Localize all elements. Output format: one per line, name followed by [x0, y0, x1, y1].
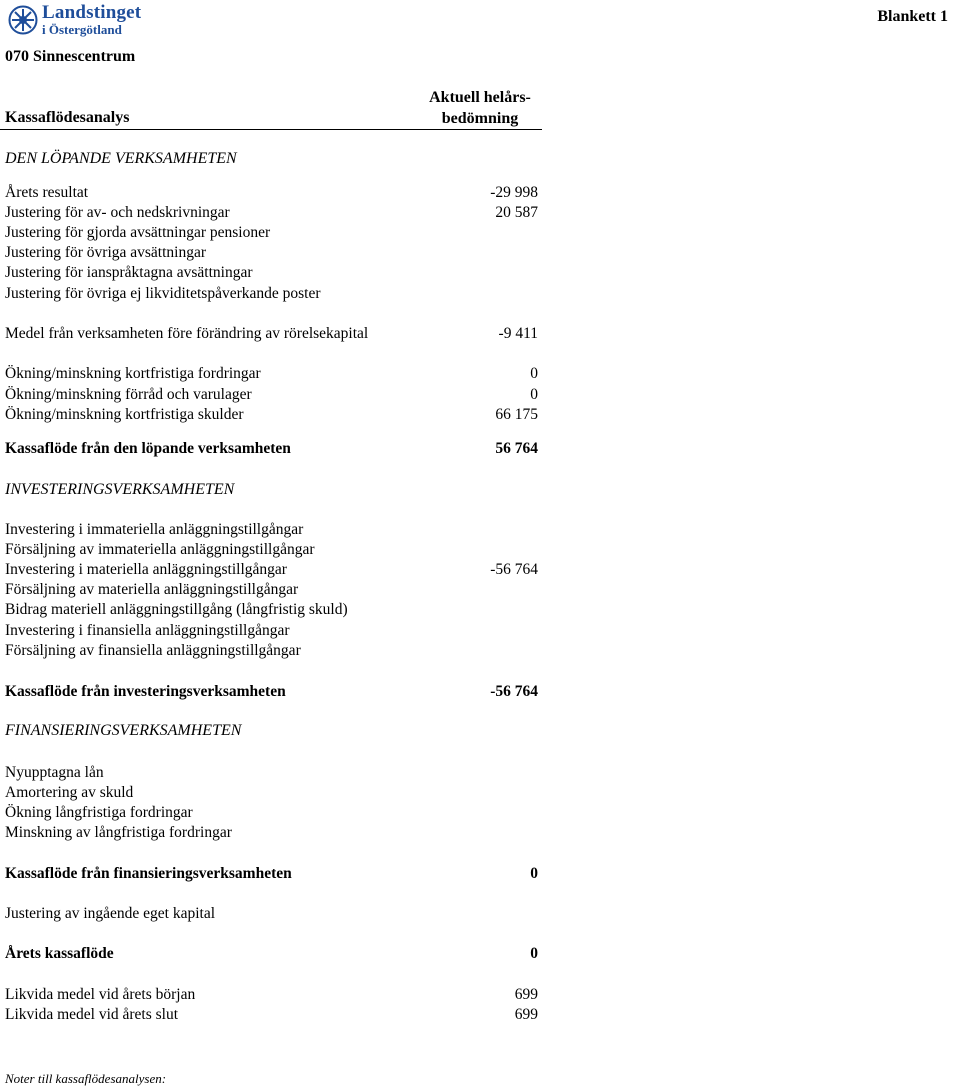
table-row — [5, 285, 538, 305]
landstinget-emblem-icon — [8, 5, 38, 35]
row-label: Amortering av skuld — [5, 784, 134, 801]
section-heading-financing: FINANSIERINGSVERKSAMHETEN — [5, 722, 242, 739]
subtotal-row-investing — [5, 683, 538, 703]
section-heading-operating: DEN LÖPANDE VERKSAMHETEN — [5, 150, 237, 167]
total-row-cashflow — [5, 945, 538, 965]
logo-subtitle: i Östergötland — [42, 22, 122, 37]
table-row — [5, 386, 538, 406]
sheet-title: Kassaflödesanalys — [5, 109, 130, 126]
table-row — [5, 1006, 538, 1026]
row-label: Investering i immateriella anläggningstillgångar — [5, 521, 304, 538]
table-row — [5, 365, 538, 385]
header-divider — [0, 129, 542, 130]
row-label: Investering i materiella anläggningstillgångar — [5, 561, 287, 578]
table-row — [5, 601, 538, 621]
table-row — [5, 244, 538, 264]
table-row — [5, 905, 538, 925]
subtotal-row-operating — [5, 440, 538, 460]
table-row — [5, 204, 538, 224]
table-row — [5, 784, 538, 804]
unit-title: 070 Sinnescentrum — [5, 48, 136, 65]
table-row — [5, 986, 538, 1006]
row-label: Årets kassaflöde — [5, 945, 114, 962]
row-value: 699 — [514, 986, 538, 1003]
row-value: -56 764 — [490, 561, 538, 578]
logo-name: Landstinget — [42, 2, 142, 23]
row-value: 0 — [530, 386, 538, 403]
row-value: 0 — [530, 945, 538, 962]
row-label: Försäljning av finansiella anläggningstillgångar — [5, 642, 301, 659]
table-row — [5, 622, 538, 642]
row-label: Nyupptagna lån — [5, 764, 104, 781]
row-label: Kassaflöde från investeringsverksamheten — [5, 683, 286, 700]
footnote-heading: Noter till kassaflödesanalysen: — [5, 1071, 167, 1086]
subtotal-row-financing — [5, 865, 538, 885]
table-row — [5, 824, 538, 844]
row-label: Försäljning av immateriella anläggningstillgångar — [5, 541, 315, 558]
table-row — [5, 406, 538, 426]
table-row — [5, 764, 538, 784]
row-value: -9 411 — [498, 325, 538, 342]
row-label: Justering för av- och nedskrivningar — [5, 204, 230, 221]
row-label: Kassaflöde från finansieringsverksamheten — [5, 865, 292, 882]
row-label: Likvida medel vid årets slut — [5, 1006, 179, 1023]
table-row — [5, 541, 538, 561]
table-row — [5, 224, 538, 244]
section-heading-investing: INVESTERINGSVERKSAMHETEN — [5, 481, 235, 498]
row-label: Justering för ianspråktagna avsättningar — [5, 264, 253, 281]
table-row — [5, 804, 538, 824]
row-label: Bidrag materiell anläggningstillgång (långfristig skuld) — [5, 601, 348, 618]
row-value: 0 — [530, 365, 538, 382]
row-label: Justering för gjorda avsättningar pensioner — [5, 224, 271, 241]
form-id: Blankett 1 — [877, 8, 948, 25]
row-label: Minskning av långfristiga fordringar — [5, 824, 232, 841]
row-label: Kassaflöde från den löpande verksamheten — [5, 440, 291, 457]
table-row — [5, 581, 538, 601]
table-row — [5, 521, 538, 541]
row-label: Försäljning av materiella anläggningstillgångar — [5, 581, 299, 598]
table-row — [5, 561, 538, 581]
row-label: Justering av ingående eget kapital — [5, 905, 216, 922]
row-label: Justering för övriga ej likviditetspåverkande poster — [5, 285, 321, 302]
table-row — [5, 184, 538, 204]
row-label: Investering i finansiella anläggningstillgångar — [5, 622, 290, 639]
row-value: 20 587 — [495, 204, 538, 221]
row-value: 66 175 — [495, 406, 538, 423]
table-row — [5, 642, 538, 662]
row-label: Årets resultat — [5, 184, 89, 201]
row-label: Ökning långfristiga fordringar — [5, 804, 193, 821]
row-value: 699 — [514, 1006, 538, 1023]
row-label: Likvida medel vid årets början — [5, 986, 196, 1003]
row-value: 0 — [530, 865, 538, 882]
row-label: Justering för övriga avsättningar — [5, 244, 207, 261]
row-label: Ökning/minskning kortfristiga fordringar — [5, 365, 261, 382]
row-label: Medel från verksamheten före förändring av rörelsekapital — [5, 325, 369, 342]
row-value: -29 998 — [490, 184, 538, 201]
column-header-forecast: Aktuell helårs- bedömning — [429, 89, 531, 127]
table-row — [5, 264, 538, 284]
row-value: -56 764 — [490, 683, 538, 700]
row-label: Ökning/minskning förråd och varulager — [5, 386, 252, 403]
landstinget-logo — [8, 3, 141, 36]
row-value: 56 764 — [495, 440, 538, 457]
row-label: Ökning/minskning kortfristiga skulder — [5, 406, 244, 423]
table-row — [5, 325, 538, 345]
